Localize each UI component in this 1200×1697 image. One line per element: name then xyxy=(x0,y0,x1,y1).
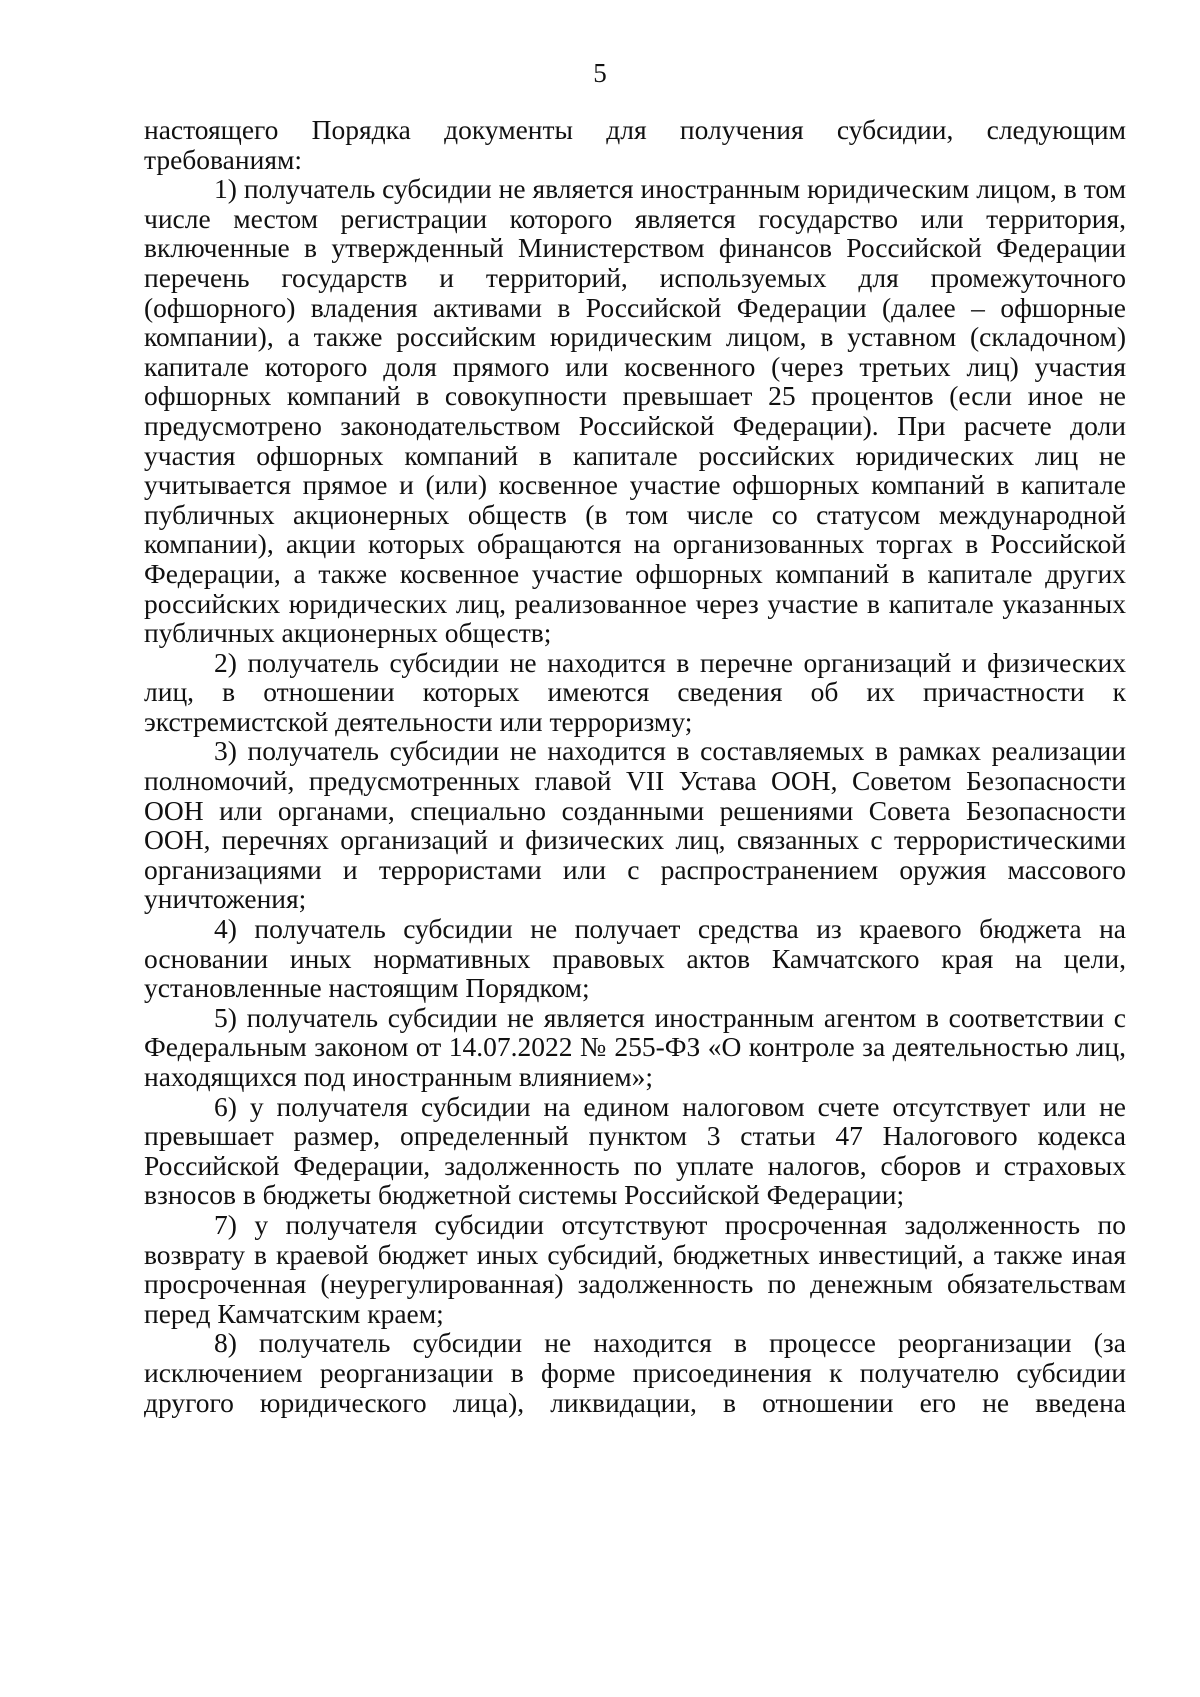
paragraph-item-1: 1) получатель субсидии не является иностранным юридическим лицом, в том числе местом регистрации которого является государство или территория, включенные в утвержденный Министерством финансов Российской Федерации перечень государств и территорий, используемых для промежуточного (офшорного) владения активами в Российской Федерации (далее – офшорные компании), а также российским юридическим лицом, в уставном (складочном) капитале которого доля прямого или косвенного (через третьих лиц) участия офшорных компаний в совокупности превышает 25 процентов (если иное не предусмотрено законодательством Российской Федерации). При расчете доли участия офшорных компаний в капитале российских юридических лиц не учитывается прямое и (или) косвенное участие офшорных компаний в капитале публичных акционерных обществ (в том числе со статусом международной компании), акции которых обращаются на организованных торгах в Российской Федерации, а также косвенное участие офшорных компаний в капитале других российских юридических лиц, реализованное через участие в капитале указанных публичных акционерных обществ; xyxy=(144,173,1126,649)
paragraph-item-6: 6) у получателя субсидии на едином налоговом счете отсутствует или не превышает размер, определенный пунктом 3 статьи 47 Налогового кодекса Российской Федерации, задолженность по уплате налогов, сборов и страховых взносов в бюджеты бюджетной системы Российской Федерации; xyxy=(144,1090,1126,1211)
paragraph-item-5: 5) получатель субсидии не является иностранным агентом в соответствии с Федеральным законом от 14.07.2022 № 255-ФЗ «О контроле за деятельностью лиц, находящихся под иностранным влиянием»; xyxy=(144,1001,1126,1092)
paragraph-item-4: 4) получатель субсидии не получает средства из краевого бюджета на основании иных нормативных правовых актов Камчатского края на цели, установленные настоящим Порядком; xyxy=(144,913,1126,1004)
paragraph-item-3: 3) получатель субсидии не находится в составляемых в рамках реализации полномочий, предусмотренных главой VII Устава ООН, Советом Безопасности ООН или органами, специально созданными решениями Совета Безопасности ООН, перечнях организаций и физических лиц, связанных с террористическими организациями и террористами или с распространением оружия массового уничтожения; xyxy=(144,735,1126,915)
page-number: 5 xyxy=(593,58,607,88)
paragraph-item-7: 7) у получателя субсидии отсутствуют просроченная задолженность по возврату в краевой бюджет иных субсидий, бюджетных инвестиций, а также иная просроченная (неурегулированная) задолженность по денежным обязательствам перед Камчатским краем; xyxy=(144,1208,1126,1329)
paragraph-item-8: 8) получатель субсидии не находится в процессе реорганизации (за исключением реорганизации в форме присоединения к получателю субсидии другого юридического лица), ликвидации, в отношении его не введена xyxy=(144,1327,1126,1418)
paragraph-intro: настоящего Порядка документы для получения субсидии, следующим требованиям: xyxy=(144,114,1126,175)
document-text xyxy=(144,115,1126,1417)
paragraph-item-2: 2) получатель субсидии не находится в перечне организаций и физических лиц, в отношении которых имеются сведения об их причастности к экстремистской деятельности или терроризму; xyxy=(144,646,1126,737)
